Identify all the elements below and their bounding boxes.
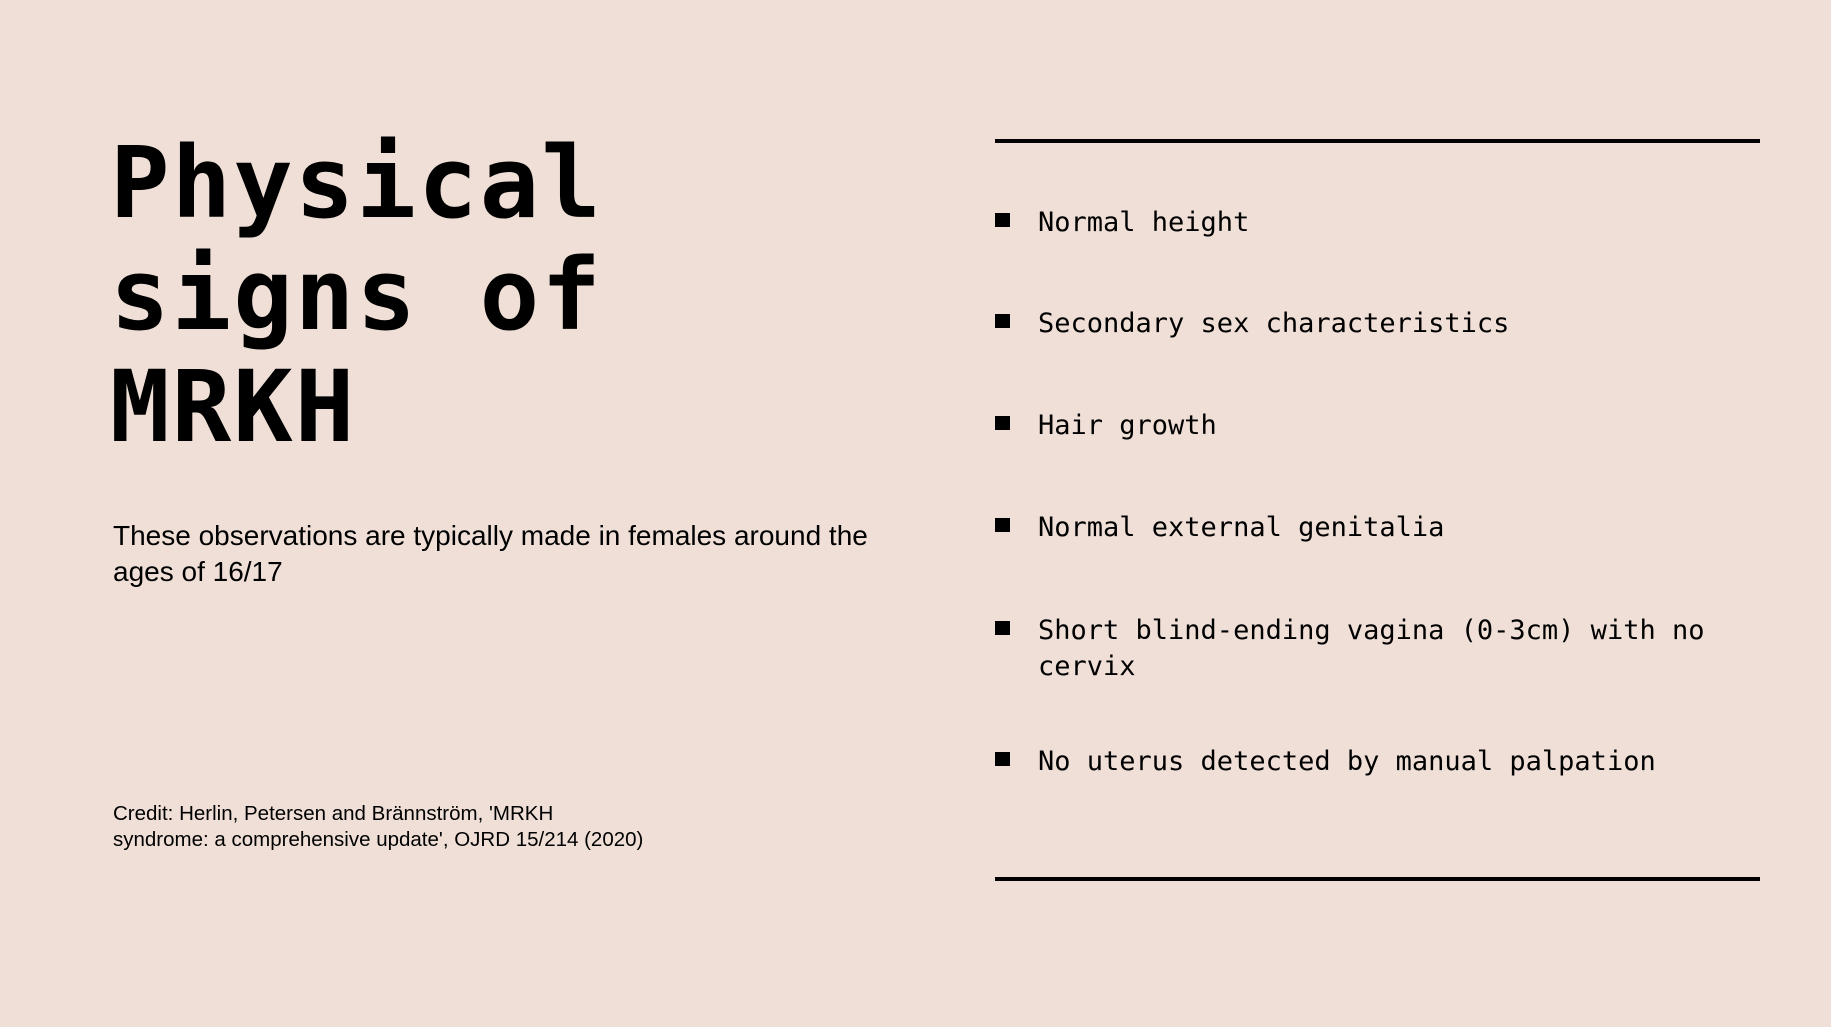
list-item xyxy=(995,510,1760,546)
slide-subtitle: These observations are typically made in females around the ages of 16/17 xyxy=(113,520,868,587)
square-bullet-icon xyxy=(995,621,1010,635)
title-line: signs of xyxy=(110,238,603,353)
list-item-text: Normal height xyxy=(1038,207,1250,238)
source-credit: Credit: Herlin, Petersen and Brännström, 'MRKH syndrome: a comprehensive update', OJRD 15/214 (2020) xyxy=(113,802,644,851)
list-item xyxy=(995,408,1760,444)
square-bullet-icon xyxy=(995,213,1010,227)
top-divider xyxy=(995,139,1760,143)
list-item-text: Normal external genitalia xyxy=(1038,512,1445,543)
title-line: Physical xyxy=(110,126,603,241)
list-item xyxy=(995,205,1760,241)
square-bullet-icon xyxy=(995,518,1010,532)
list-item-text: Hair growth xyxy=(1038,410,1217,441)
square-bullet-icon xyxy=(995,416,1010,430)
list-item xyxy=(995,744,1760,780)
list-item-text: Secondary sex characteristics xyxy=(1038,308,1510,339)
square-bullet-icon xyxy=(995,752,1010,766)
list-item-text: Short blind-ending vagina (0-3cm) with no cervix xyxy=(1038,615,1705,682)
list-item xyxy=(995,306,1760,342)
list-item-text: No uterus detected by manual palpation xyxy=(1038,746,1656,777)
list-item xyxy=(995,613,1760,685)
square-bullet-icon xyxy=(995,314,1010,328)
bottom-divider xyxy=(995,877,1760,881)
slide-title xyxy=(110,128,870,464)
title-line: MRKH xyxy=(110,350,357,465)
